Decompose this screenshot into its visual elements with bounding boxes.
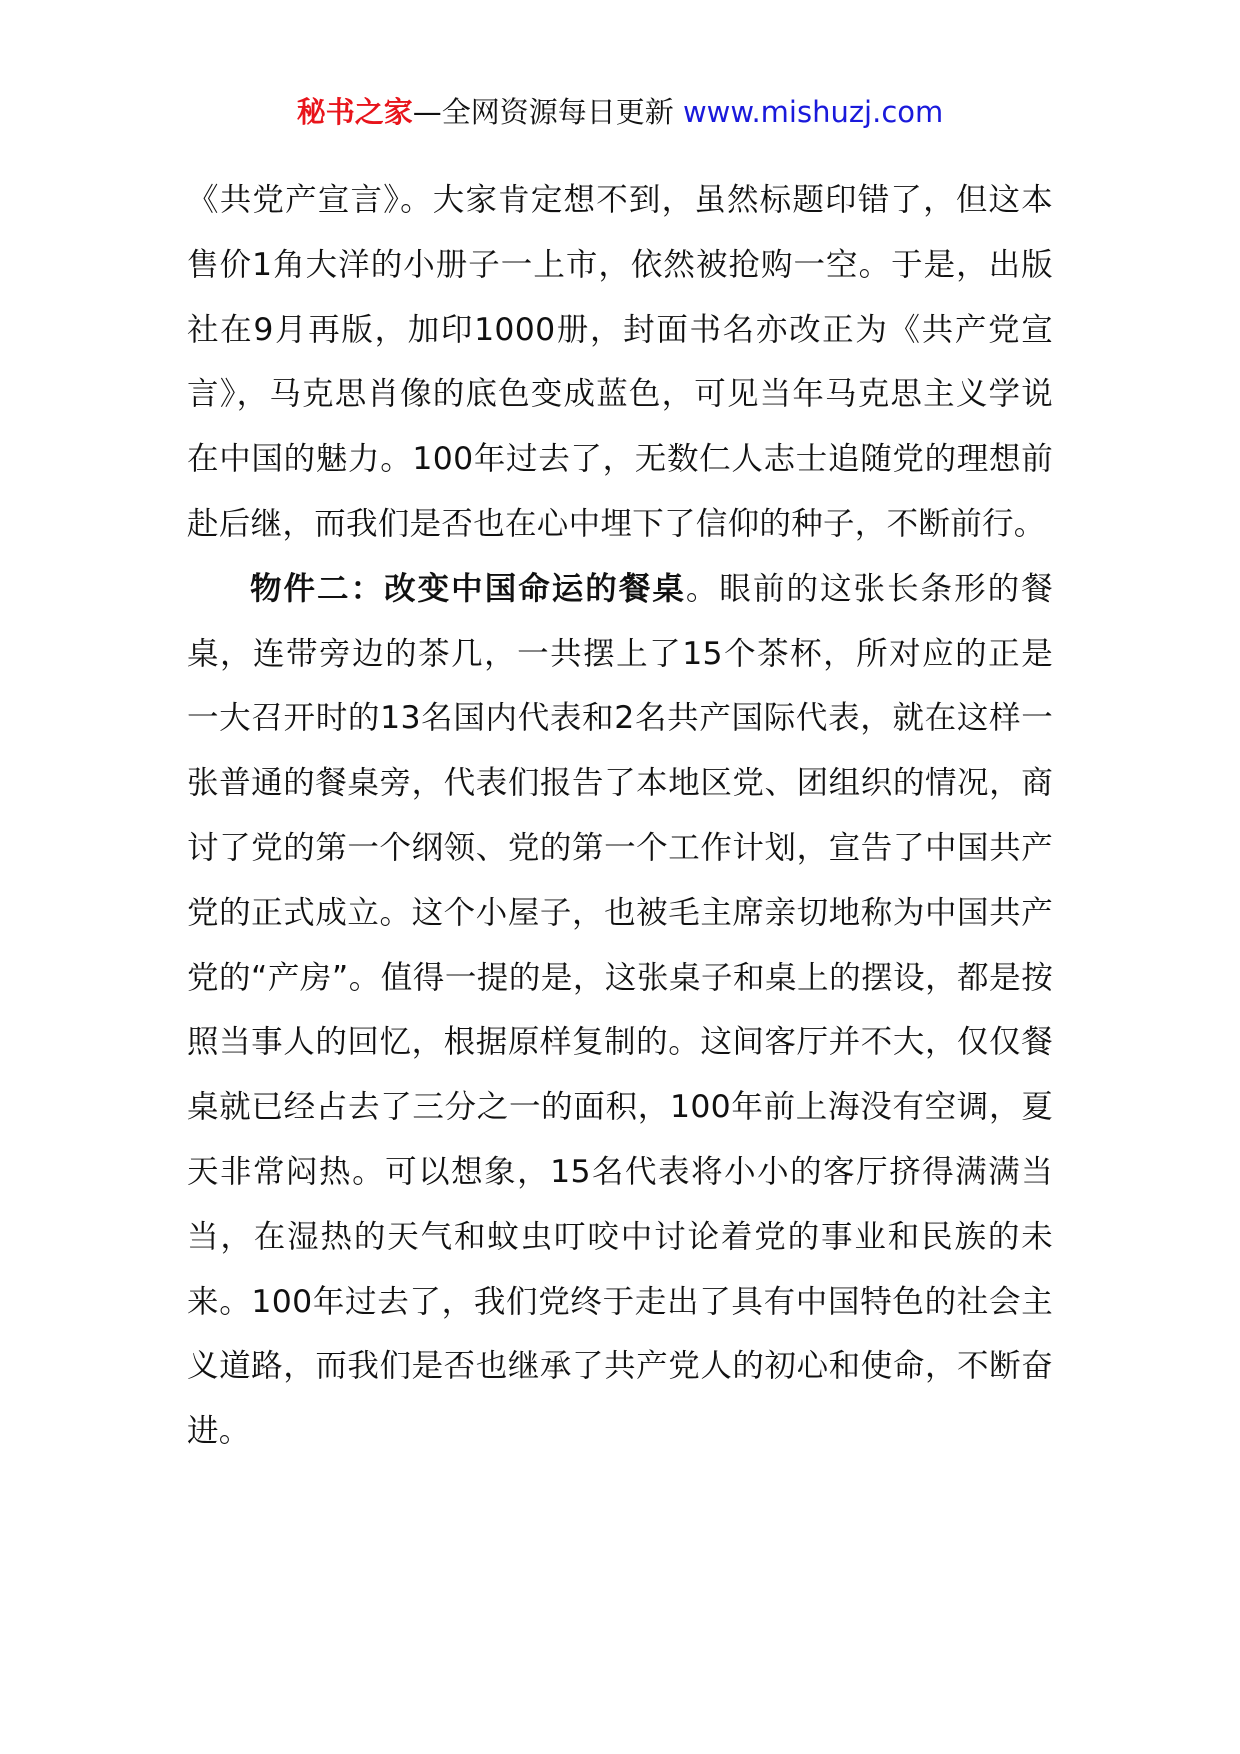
page-header <box>0 92 1240 132</box>
paragraph-2-text: 。眼前的这张长条形的餐桌，连带旁边的茶几，一共摆上了15个茶杯，所对应的正是一大召开时的13名国内代表和2名共产国际代表，就在这样一张普通的餐桌旁，代表们报告了本地区党、团组织的情况，商讨了党的第一个纲领、党的第一个工作计划，宣告了中国共产党的正式成立。这个小屋子，也被毛主席亲切地称为中国共产党的“产房”。值得一提的是，这张桌子和桌上的摆设，都是按照当事人的回忆，根据原样复制的。这间客厅并不大，仅仅餐桌就已经占去了三分之一的面积，100年前上海没有空调，夏天非常闷热。可以想象，15名代表将小小的客厅挤得满满当当，在湿热的天气和蚊虫叮咬中讨论着党的事业和民族的未来。100年过去了，我们党终于走出了具有中国特色的社会主义道路，而我们是否也继承了共产党人的初心和使命，不断奋进。 <box>187 570 1053 1450</box>
paragraph-1 <box>187 168 1053 557</box>
document-body <box>187 168 1053 1464</box>
paragraph-2-heading: 物件二：改变中国命运的餐桌 <box>250 570 686 607</box>
site-url-link[interactable]: www.mishuzj.com <box>682 95 944 129</box>
brand-name: 秘书之家 <box>296 95 413 129</box>
paragraph-2 <box>187 557 1053 1464</box>
paragraph-1-text: 《共党产宣言》。大家肯定想不到，虽然标题印错了，但这本售价1角大洋的小册子一上市，依然被抢购一空。于是，出版社在9月再版，加印1000册，封面书名亦改正为《共产党宣言》，马克思肖像的底色变成蓝色，可见当年马克思主义学说在中国的魅力。100年过去了，无数仁人志士追随党的理想前赴后继，而我们是否也在心中埋下了信仰的种子，不断前行。 <box>187 182 1053 542</box>
header-tagline: —全网资源每日更新 <box>412 95 674 129</box>
